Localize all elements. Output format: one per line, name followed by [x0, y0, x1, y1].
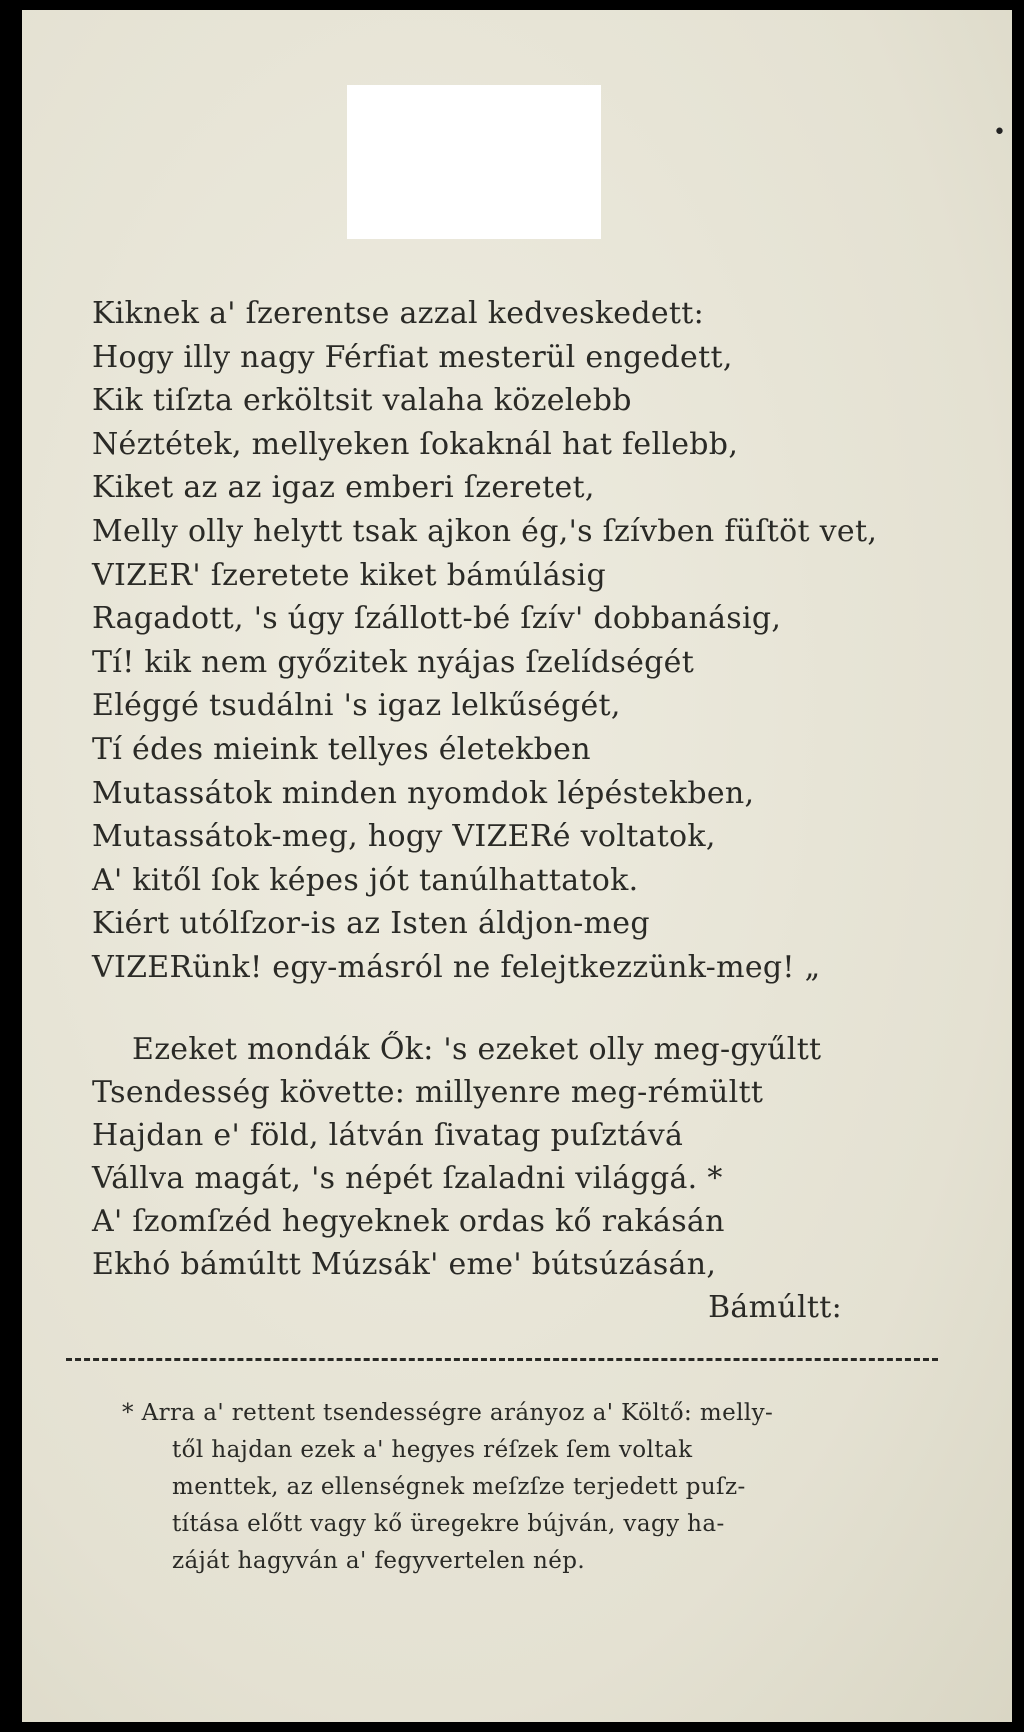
verse-line: Ragadott, 's úgy ſzállott-bé ſzív' dobbanásig,	[92, 601, 782, 637]
verse-line: VIZER' ſzeretete kiket bámúlásig	[92, 557, 606, 593]
verse-block-2	[92, 1028, 952, 1329]
redaction-box	[347, 85, 601, 239]
verse-line: A' kitől ſok képes jót tanúlhattatok.	[92, 862, 639, 898]
book-page	[22, 10, 1012, 1722]
verse-line: Kik tiſzta erköltsit valaha közelebb	[92, 383, 632, 419]
verse-line: Hajdan e' föld, látván ſivatag puſztává	[92, 1118, 684, 1153]
verse-line: Ekhó bámúltt Múzsák' eme' bútsúzásán,	[92, 1247, 717, 1282]
verse-line: Ezeket mondák Ők: 's ezeket olly meg-gyűltt	[132, 1032, 822, 1067]
catchword: Bámúltt:	[708, 1290, 842, 1325]
footnote-line: títása előtt vagy kő üregekre bújván, vagy ha-	[172, 1511, 725, 1537]
verse-line: Eléggé tsudálni 's igaz lelkűségét,	[92, 688, 621, 724]
verse-line: Tí édes mieink tellyes életekben	[92, 731, 591, 767]
footnote-line: * Arra a' rettent tsendességre arányoz a' Költő: melly-	[122, 1400, 774, 1426]
footnote-rule	[66, 1358, 938, 1361]
verse-line: Néztétek, mellyeken ſokaknál hat fellebb,	[92, 426, 739, 462]
verse-line: Tsendesség követte: millyenre meg-rémültt	[92, 1075, 764, 1110]
verse-line: A' ſzomſzéd hegyeknek ordas kő rakásán	[92, 1204, 725, 1239]
verse-block	[92, 292, 952, 990]
verse-line: Vállva magát, 's népét ſzaladni világgá. *	[92, 1161, 723, 1196]
edge-mark: •	[993, 120, 1006, 145]
footnote	[122, 1395, 922, 1580]
footnote-line: től hajdan ezek a' hegyes réſzek ſem voltak	[172, 1437, 693, 1463]
verse-line: Kiknek a' ſzerentse azzal kedveskedett:	[92, 296, 705, 331]
verse-line: Mutassátok minden nyomdok lépéstekben,	[92, 775, 755, 811]
footnote-line: záját hagyván a' fegyvertelen nép.	[172, 1548, 586, 1574]
verse-line: Tí! kik nem győzitek nyájas ſzelídségét	[92, 644, 695, 680]
footnote-line: menttek, az ellenségnek meſzſze terjedett puſz-	[172, 1474, 746, 1500]
verse-line: Melly olly helytt tsak ajkon ég,'s ſzívben füſtöt vet,	[92, 513, 878, 549]
verse-line: Hogy illy nagy Férfiat mesterül engedett,	[92, 339, 733, 375]
verse-line: VIZERünk! egy-másról ne felejtkezzünk-meg! „	[92, 949, 821, 985]
verse-line: Kiért utólſzor-is az Isten áldjon-meg	[92, 906, 650, 942]
verse-line: Kiket az az igaz emberi ſzeretet,	[92, 470, 595, 506]
verse-line: Mutassátok-meg, hogy VIZERé voltatok,	[92, 819, 716, 855]
